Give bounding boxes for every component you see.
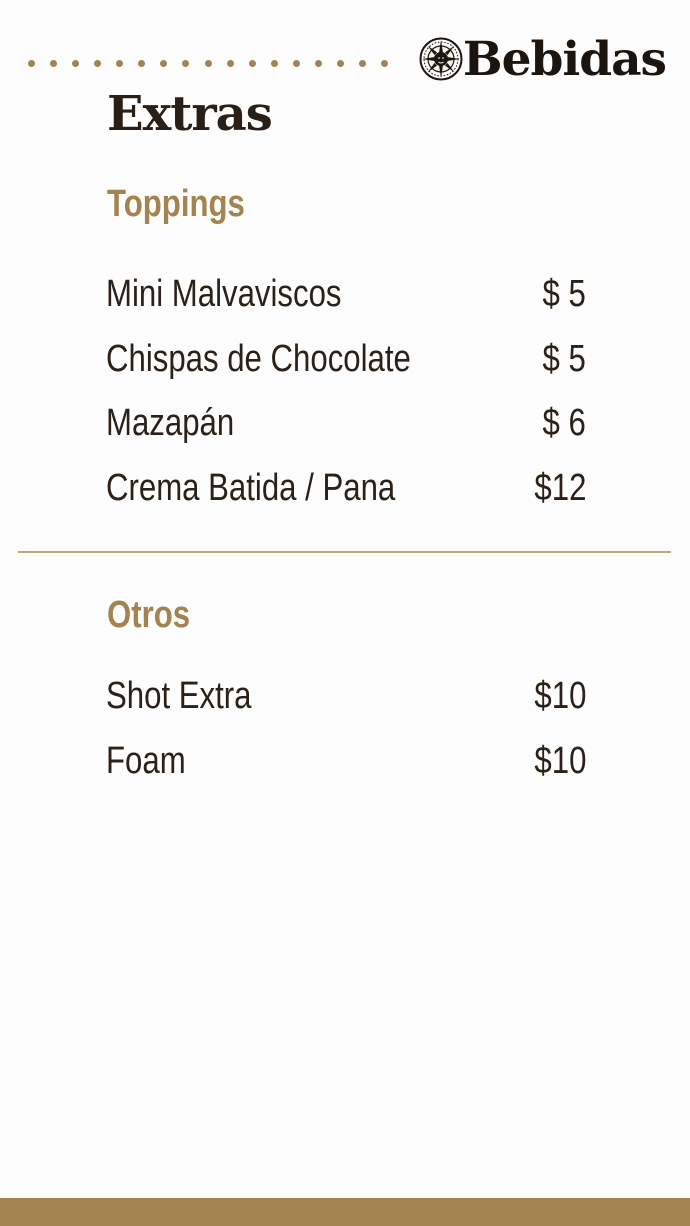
category-title-otros: Otros — [107, 594, 191, 636]
menu-item — [106, 459, 586, 524]
dot — [72, 60, 79, 67]
item-price: $ 6 — [542, 402, 586, 444]
section-title: Bebidas — [462, 32, 666, 87]
dot — [116, 60, 123, 67]
dot — [205, 60, 212, 67]
item-name: Chispas de Chocolate — [106, 337, 411, 380]
item-price: $12 — [534, 466, 586, 509]
item-name: Crema Batida / Pana — [106, 466, 396, 509]
category-title-toppings: Toppings — [107, 183, 245, 225]
item-name: Shot Extra — [106, 675, 252, 717]
dot — [28, 60, 35, 67]
menu-item — [106, 732, 586, 797]
footer-bar — [0, 1198, 690, 1226]
menu-item — [106, 330, 586, 395]
dot — [249, 60, 256, 67]
item-price: $ 5 — [542, 273, 586, 315]
item-price: $10 — [534, 675, 586, 717]
section-divider — [18, 551, 671, 553]
item-price: $ 5 — [542, 337, 586, 380]
dotted-rule — [28, 57, 388, 69]
dot — [271, 60, 278, 67]
dot — [160, 60, 167, 67]
dot — [337, 60, 344, 67]
dot — [381, 60, 388, 67]
dot — [182, 60, 189, 67]
menu-item — [106, 667, 586, 732]
dot — [50, 60, 57, 67]
dot — [293, 60, 300, 67]
dot — [227, 60, 234, 67]
dot — [94, 60, 101, 67]
otros-list — [106, 667, 586, 796]
menu-header — [0, 0, 690, 100]
dot — [138, 60, 145, 67]
page-title: Extras — [107, 86, 272, 142]
item-name: Mini Malvaviscos — [106, 273, 342, 315]
dot — [359, 60, 366, 67]
compass-rose-icon — [419, 37, 463, 81]
dot — [315, 60, 322, 67]
menu-item — [106, 394, 586, 459]
toppings-list — [106, 265, 586, 523]
item-price: $10 — [534, 739, 586, 782]
menu-item — [106, 265, 586, 330]
item-name: Foam — [106, 739, 186, 782]
item-name: Mazapán — [106, 402, 235, 444]
